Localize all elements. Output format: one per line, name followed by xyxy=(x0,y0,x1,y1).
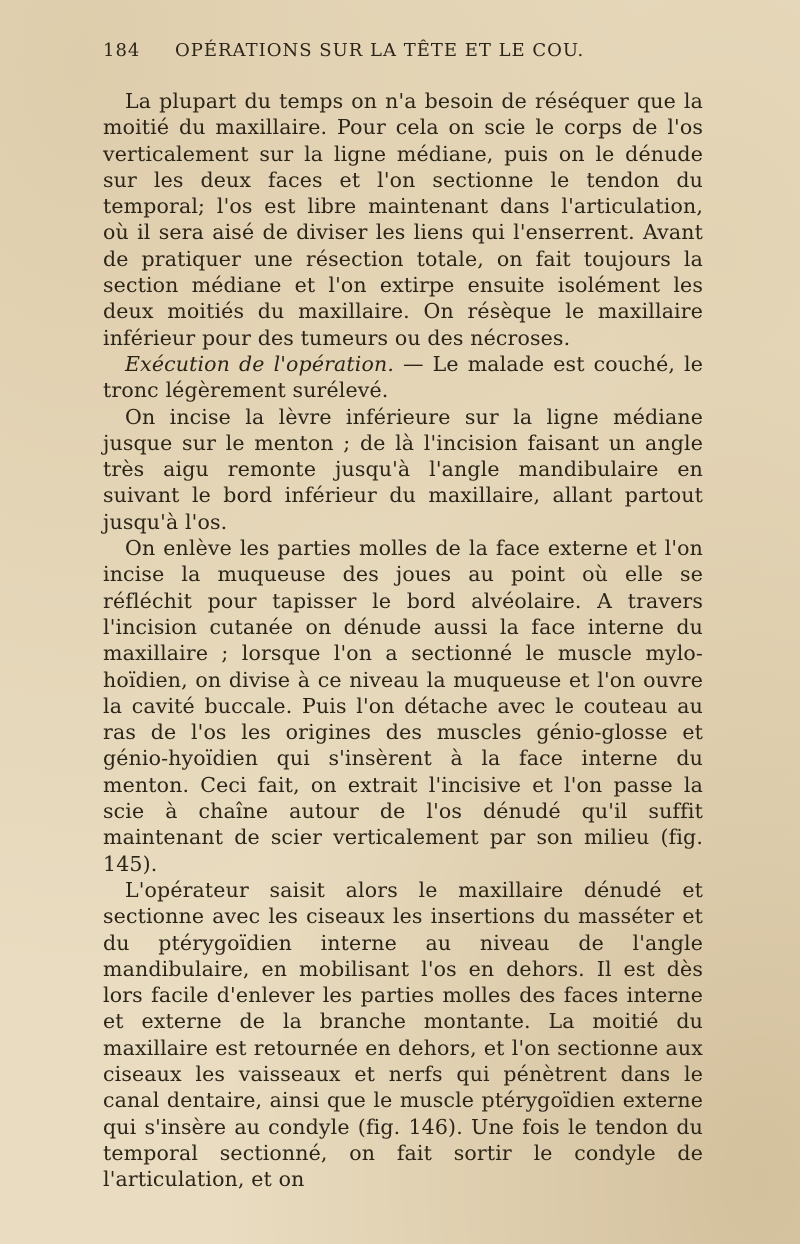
running-head xyxy=(103,40,703,76)
paragraph xyxy=(103,88,703,351)
paragraph-text: On incise la lèvre inférieure sur la ligne médiane jusque sur le menton ; de là l'incision faisant un angle très aigu remonte jusqu'à l'angle mandibulaire en suivant le bord inférieur du maxillaire, allant partout jusqu'à l'os. xyxy=(103,404,703,534)
paragraph xyxy=(103,404,703,535)
book-page xyxy=(103,40,703,1192)
paragraph xyxy=(103,351,703,404)
page-number: 184 xyxy=(103,40,141,61)
paragraph-text: On enlève les parties molles de la face externe et l'on incise la muqueuse des joues au point où elle se réfléchit pour tapisser le bord alvéolaire. A travers l'incision cutanée on dénude aussi la face interne du maxillaire ; lorsque l'on a sectionné le muscle mylo-hoïdien, on divise à ce niveau la muqueuse et l'on ouvre la cavité buccale. Puis l'on détache avec le couteau au ras de l'os les origines des muscles génio-glosse et génio-hyoïdien qui s'insèrent à la face interne du menton. Ceci fait, on extrait l'incisive et l'on passe la scie à chaîne autour de l'os dénudé qu'il suffit maintenant de scier verticalement par son milieu (fig. 145). xyxy=(103,536,703,876)
paragraph xyxy=(103,535,703,877)
paragraph-text: La plupart du temps on n'a besoin de réséquer que la moitié du maxillaire. Pour cela on scie le corps de l'os verticalement sur la ligne médiane, puis on le dénude sur les deux faces et l'on sectionne le tendon du temporal; l'os est libre maintenant dans l'articulation, où il sera aisé de diviser les liens qui l'enserrent. Avant de pratiquer une résection totale, on fait toujours la section médiane et l'on extirpe ensuite isolément les deux moitiés du maxillaire. On résèque le maxillaire inférieur pour des tumeurs ou des nécroses. xyxy=(103,89,703,350)
body-text xyxy=(103,88,703,1192)
paragraph xyxy=(103,877,703,1193)
paragraph-text: L'opérateur saisit alors le maxillaire dénudé et sectionne avec les ciseaux les insertions du masséter et du ptérygoïdien interne au niveau de l'angle mandibulaire, en mobilisant l'os en dehors. Il est dès lors facile d'enlever les parties molles des faces interne et externe de la branche montante. La moitié du maxillaire est retournée en dehors, et l'on sectionne aux ciseaux les vaisseaux et nerfs qui pénètrent dans le canal dentaire, ainsi que le muscle ptérygoïdien externe qui s'insère au condyle (fig. 146). Une fois le tendon du temporal sectionné, on fait sortir le condyle de l'articulation, et on xyxy=(103,877,703,1192)
running-title: OPÉRATIONS SUR LA TÊTE ET LE COU. xyxy=(175,40,585,61)
section-heading: Exécution de l'opération. xyxy=(125,351,395,376)
paragraph-text: — Le malade est couché, le tronc légèrement surélevé. xyxy=(103,351,703,403)
